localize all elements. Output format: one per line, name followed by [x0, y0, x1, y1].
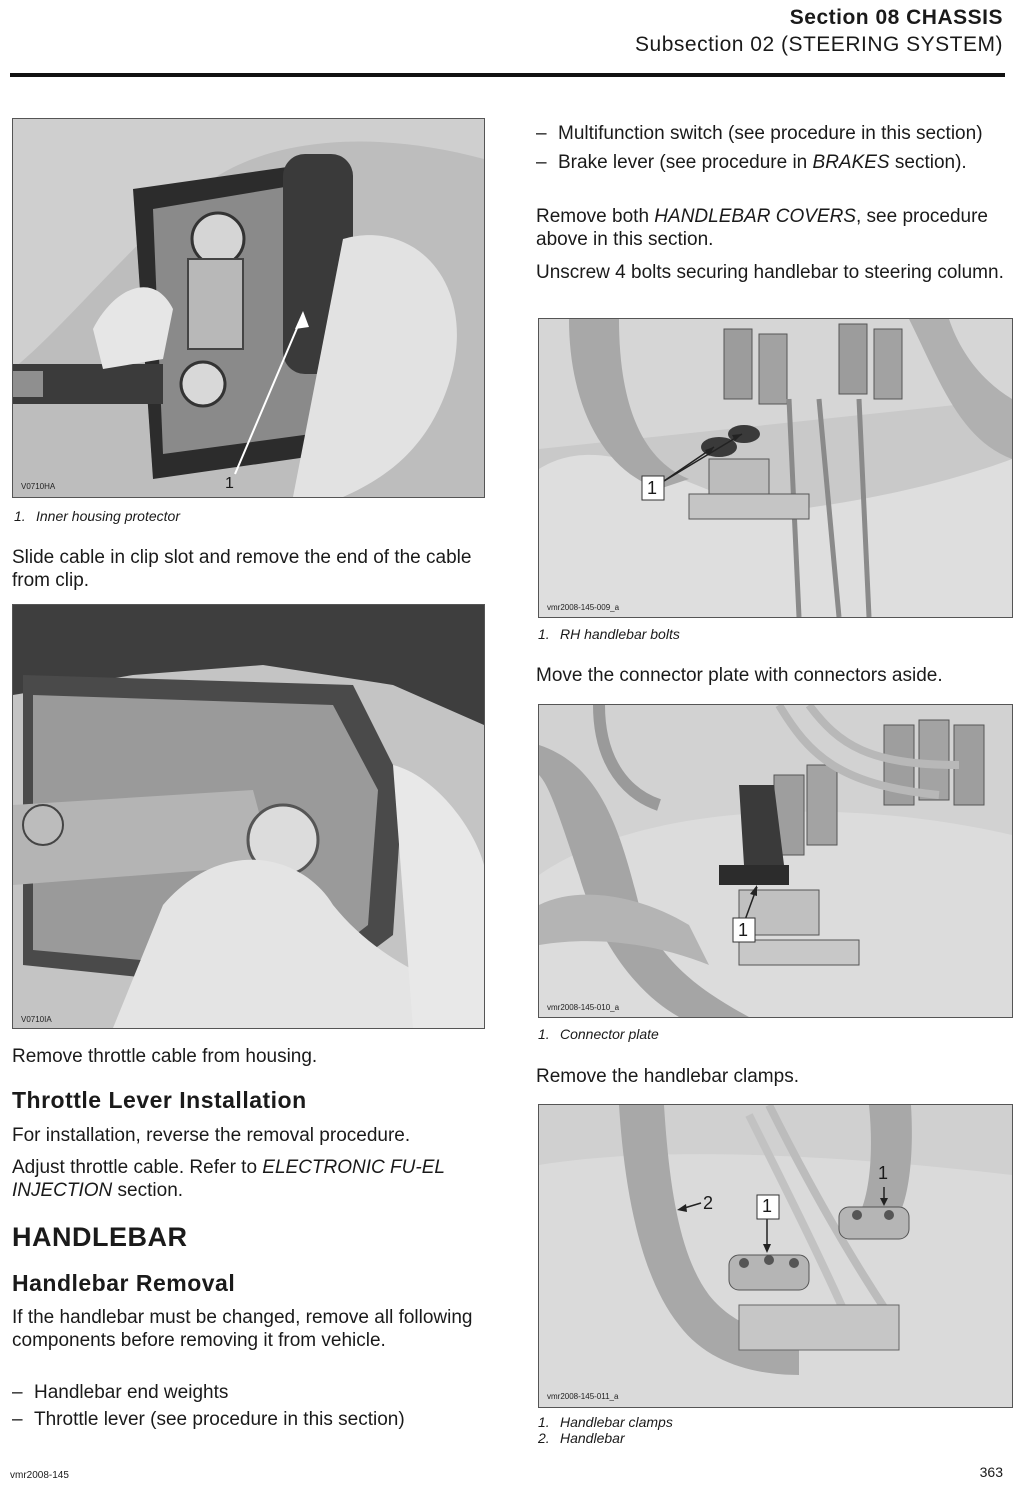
caption-number: 1.: [538, 1026, 550, 1042]
figure-rh-handlebar-bolts: [538, 318, 1013, 618]
heading-handlebar: HANDLEBAR: [12, 1222, 188, 1252]
component-list-continued: [536, 122, 1006, 174]
heading-handlebar-removal: Handlebar Removal: [12, 1270, 236, 1296]
header-rule: [10, 73, 1005, 77]
paragraph: [536, 205, 1006, 251]
list-dash: –: [12, 1409, 23, 1430]
figure-handlebar-clamps: [538, 1104, 1013, 1408]
figure-caption: [14, 508, 180, 524]
caption-text: Connector plate: [560, 1026, 659, 1042]
caption-line: [538, 1414, 673, 1430]
list-item-text: Multifunction switch (see procedure in this section): [558, 123, 983, 144]
figure-code: vmr2008-145-010_a: [547, 1003, 620, 1012]
figure-caption: [538, 1414, 673, 1446]
photo-handlebar-clamps: [539, 1105, 1012, 1407]
caption-text: Handlebar clamps: [560, 1414, 673, 1430]
callout-number: 1: [225, 475, 234, 492]
paragraph: [12, 1156, 490, 1202]
callout-number: 1: [878, 1163, 889, 1183]
caption-number: 1.: [538, 626, 550, 642]
list-item: [536, 122, 1006, 145]
figure-caption: [538, 626, 680, 642]
photo-handlebar-bolts: [539, 319, 1012, 617]
paragraph: Remove throttle cable from housing.: [12, 1046, 318, 1067]
list-item: [12, 1381, 490, 1404]
paragraph: Unscrew 4 bolts securing handlebar to steering column.: [536, 262, 1004, 283]
document-code: vmr2008-145: [10, 1470, 69, 1481]
paragraph: Slide cable in clip slot and remove the end of the cable from clip.: [12, 547, 472, 591]
text: section.: [112, 1180, 184, 1201]
list-item-text: Handlebar end weights: [34, 1382, 229, 1403]
component-list: [12, 1381, 490, 1431]
list-dash: –: [536, 123, 547, 144]
caption-text: RH handlebar bolts: [560, 626, 680, 642]
figure-code: V0710HA: [21, 482, 56, 491]
text: , see procedure above in this section.: [536, 206, 988, 250]
caption-text: Inner housing protector: [36, 508, 180, 524]
reference-link[interactable]: HANDLEBAR COVERS: [654, 206, 856, 227]
figure-cable-clip: [12, 604, 485, 1029]
paragraph: Move the connector plate with connectors aside.: [536, 665, 943, 686]
text: Remove both: [536, 206, 655, 227]
subsection-title: Subsection 02 (STEERING SYSTEM): [635, 33, 1003, 56]
caption-line: [538, 1430, 673, 1446]
figure-code: vmr2008-145-011_a: [547, 1392, 619, 1401]
caption-number: 2.: [538, 1430, 550, 1446]
page-number: 363: [979, 1464, 1003, 1480]
list-item: [12, 1408, 490, 1431]
callout-number: 1: [762, 1196, 773, 1216]
list-item: [536, 151, 1006, 174]
paragraph: For installation, reverse the removal procedure.: [12, 1125, 411, 1146]
caption-text: Handlebar: [560, 1430, 625, 1446]
caption-number: 1.: [14, 508, 26, 524]
caption-number: 1.: [538, 1414, 550, 1430]
list-dash: –: [12, 1382, 23, 1403]
list-item-text: Brake lever (see procedure in: [558, 152, 813, 173]
paragraph: Remove the handlebar clamps.: [536, 1066, 799, 1087]
text: Adjust throttle cable. Refer to: [12, 1157, 263, 1178]
photo-throttle-housing: [13, 119, 484, 497]
figure-caption: [538, 1026, 659, 1042]
section-title: Section 08 CHASSIS: [789, 6, 1003, 29]
figure-connector-plate: [538, 704, 1013, 1018]
photo-connector-plate: [539, 705, 1012, 1017]
figure-code: vmr2008-145-009_a: [547, 603, 620, 612]
paragraph: If the handlebar must be changed, remove all following components before removing it from vehicle.: [12, 1307, 473, 1351]
reference-link[interactable]: BRAKES: [812, 152, 890, 173]
figure-code: V0710IA: [21, 1015, 52, 1024]
callout-number: 1: [738, 920, 749, 940]
heading-throttle-installation: Throttle Lever Installation: [12, 1087, 307, 1113]
list-item-text: Throttle lever (see procedure in this section): [34, 1409, 405, 1430]
callout-number: 2: [703, 1193, 714, 1213]
figure-inner-housing-protector: [12, 118, 485, 498]
list-item-text: section).: [889, 152, 967, 173]
photo-cable-clip: [13, 605, 484, 1028]
callout-number: 1: [647, 478, 658, 498]
list-dash: –: [536, 152, 547, 173]
reference-link[interactable]: ELECTRONIC FU-EL INJECTION: [12, 1157, 445, 1201]
